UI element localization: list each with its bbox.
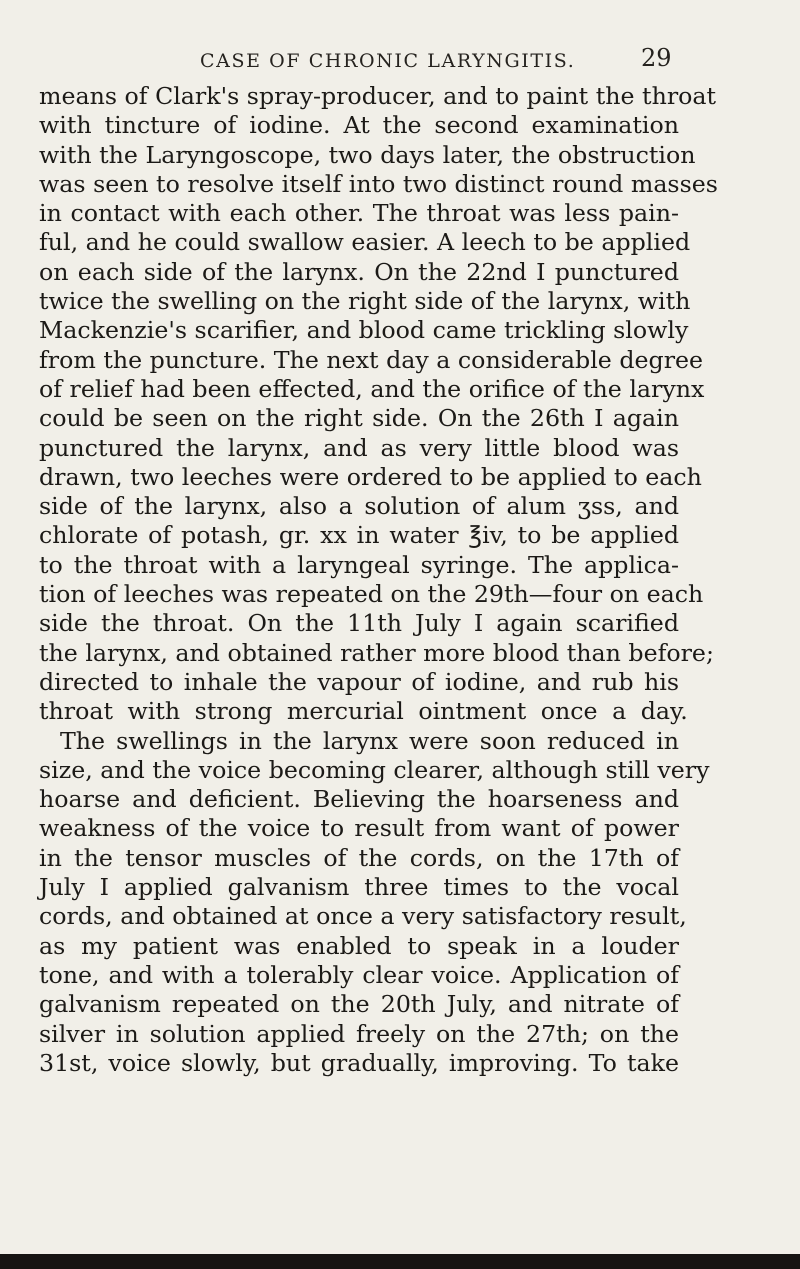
text-line: the larynx, and obtained rather more blood than before; [39,638,714,667]
text-line: as my patient was enabled to speak in a louder [39,931,679,960]
text-line: galvanism repeated on the 20th July, and nitrate of [39,990,679,1019]
text-line: tone, and with a tolerably clear voice. Application of [39,960,679,989]
text-line: tion of leeches was repeated on the 29th—four on each [39,580,704,609]
text-line: twice the swelling on the right side of the larynx, with [39,287,691,316]
text-line: drawn, two leeches were ordered to be applied to each [39,462,702,491]
page-bottom-edge [0,1254,800,1269]
text-line: side of the larynx, also a solution of alum ʒss, and [39,492,679,521]
text-line: in the tensor muscles of the cords, on the 17th of [39,843,679,872]
text-line: from the puncture. The next day a considerable degree [39,345,704,374]
text-line: with the Laryngoscope, two days later, the obstruction [39,140,696,169]
text-line: weakness of the voice to result from want of power [39,814,679,843]
text-line: July I applied galvanism three times to the vocal [39,873,679,902]
text-line: was seen to resolve itself into two distinct round masses [39,169,718,198]
paragraph-end-line: throat with strong mercurial ointment once a day. [39,697,688,726]
text-line: ful, and he could swallow easier. A leech to be applied [39,228,691,257]
text-line: on each side of the larynx. On the 22nd I punctured [39,257,679,286]
text-line: to the throat with a laryngeal syringe. The applica- [39,550,679,579]
text-line: of relief had been effected, and the orifice of the larynx [39,374,705,403]
text-line: Mackenzie's scarifier, and blood came trickling slowly [39,316,689,345]
paragraph-start-line: The swellings in the larynx were soon reduced in [60,726,679,755]
body-text [39,82,718,1078]
running-title: CASE OF CHRONIC LARYNGITIS. [200,50,576,72]
text-line: in contact with each other. The throat was less pain- [39,199,679,228]
text-line: size, and the voice becoming clearer, although still very [39,755,710,784]
text-line: cords, and obtained at once a very satisfactory result, [39,902,687,931]
text-line: chlorate of potash, gr. xx in water ℥iv, to be applied [39,521,679,550]
text-line: side the throat. On the 11th July I again scarified [39,609,679,638]
text-line: could be seen on the right side. On the 26th I again [39,404,679,433]
text-line: punctured the larynx, and as very little blood was [39,433,679,462]
page-number: 29 [641,44,672,72]
text-line: hoarse and deficient. Believing the hoarseness and [39,785,679,814]
text-line: silver in solution applied freely on the 27th; on the [39,1019,679,1048]
text-line: directed to inhale the vapour of iodine, and rub his [39,667,679,696]
text-line: 31st, voice slowly, but gradually, improving. To take [39,1048,679,1077]
text-line: with tincture of iodine. At the second examination [39,111,679,140]
text-line: means of Clark's spray-producer, and to paint the throat [39,82,717,110]
